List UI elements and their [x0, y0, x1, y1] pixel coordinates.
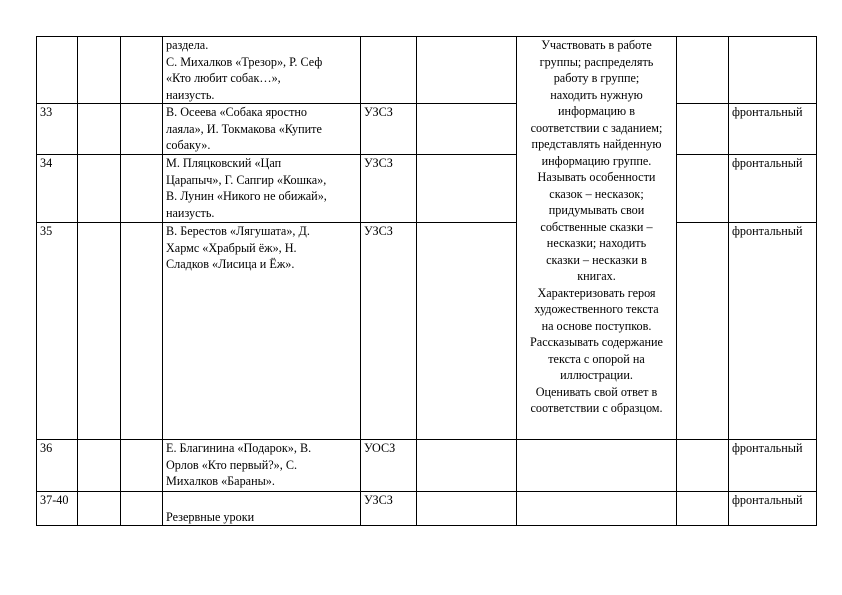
lesson-number-cell: 36 — [37, 440, 78, 492]
topic-line: Сладков «Лисица и Ёж». — [166, 257, 295, 271]
table-row — [37, 155, 817, 223]
lesson-type-cell: УЗСЗ — [361, 223, 417, 440]
skills-line: соответствии с образцом. — [530, 401, 663, 415]
lesson-form-cell: фронтальный — [729, 440, 817, 492]
empty-cell — [417, 155, 517, 223]
skills-line: представлять найденную — [531, 137, 662, 151]
empty-cell — [78, 104, 121, 155]
skills-line: информацию группе. — [541, 153, 652, 168]
skills-line: Называть особенности — [537, 170, 656, 184]
lesson-topic-cell — [163, 155, 361, 223]
table-row — [37, 37, 817, 104]
lesson-topic-cell — [163, 440, 361, 492]
lesson-number-cell: 34 — [37, 155, 78, 223]
learning-activities-cell — [517, 37, 677, 440]
lesson-type-cell: УОСЗ — [361, 440, 417, 492]
lesson-topic-cell — [163, 104, 361, 155]
lesson-number-cell — [37, 37, 78, 104]
table-row — [37, 492, 817, 526]
empty-cell — [517, 440, 677, 492]
skills-line: сказки – несказки в — [546, 252, 647, 267]
empty-cell — [121, 440, 163, 492]
topic-line: Е. Благинина «Подарок», В. — [166, 441, 312, 455]
topic-line: «Кто любит собак…», — [166, 71, 281, 85]
empty-cell — [677, 440, 729, 492]
topic-line: В. Лунин «Никого не обижай», — [166, 189, 327, 203]
skills-line: находить нужную — [550, 87, 643, 102]
lesson-topic-cell — [163, 492, 361, 526]
lesson-topic-cell — [163, 223, 361, 440]
lesson-topic-cell — [163, 37, 361, 104]
skills-line: Участвовать в работе — [541, 38, 652, 52]
topic-line: М. Пляцковский «Цап — [166, 156, 282, 170]
table-row — [37, 440, 817, 492]
topic-line: С. Михалков «Трезор», Р. Сеф — [166, 54, 323, 69]
empty-cell — [121, 492, 163, 526]
empty-cell — [78, 440, 121, 492]
empty-cell — [417, 440, 517, 492]
empty-cell — [677, 37, 729, 104]
skills-line: текста с опорой на — [548, 351, 645, 366]
empty-cell — [517, 492, 677, 526]
empty-cell — [78, 223, 121, 440]
table-row — [37, 223, 817, 440]
skills-line: несказки; находить — [546, 236, 647, 250]
empty-cell — [677, 155, 729, 223]
skills-line: работу в группе; — [553, 71, 640, 85]
skills-line: группы; распределять — [539, 54, 654, 69]
lesson-type-cell: УЗСЗ — [361, 155, 417, 223]
skills-line: на основе поступков. — [541, 318, 652, 333]
lesson-type-cell: УЗСЗ — [361, 492, 417, 526]
skills-line: иллюстрации. — [560, 368, 633, 382]
empty-cell — [417, 37, 517, 104]
empty-cell — [78, 155, 121, 223]
empty-cell — [121, 37, 163, 104]
topic-line: Резервные уроки — [166, 509, 255, 524]
empty-cell — [677, 492, 729, 526]
skills-line: собственные сказки – — [540, 219, 653, 234]
lesson-form-cell — [729, 37, 817, 104]
skills-line: Характеризовать героя — [537, 285, 656, 300]
topic-line: наизусть. — [166, 87, 215, 102]
empty-cell — [417, 492, 517, 526]
lesson-number-cell: 37-40 — [37, 492, 78, 526]
empty-cell — [417, 104, 517, 155]
empty-cell — [121, 104, 163, 155]
lesson-type-cell: УЗСЗ — [361, 104, 417, 155]
skills-line: Рассказывать содержание — [530, 335, 663, 349]
lesson-form-cell: фронтальный — [729, 155, 817, 223]
lesson-number-cell: 33 — [37, 104, 78, 155]
skills-line: соответствии с заданием; — [530, 120, 663, 135]
lesson-form-cell: фронтальный — [729, 492, 817, 526]
skills-line: книгах. — [577, 269, 616, 283]
lesson-number-cell: 35 — [37, 223, 78, 440]
topic-line: В. Берестов «Лягушата», Д. — [166, 224, 310, 238]
skills-line: придумывать свои — [548, 203, 645, 217]
topic-line: В. Осеева «Собака яростно — [166, 105, 308, 119]
lesson-type-cell — [361, 37, 417, 104]
topic-line: Михалков «Бараны». — [166, 474, 275, 488]
topic-line: лаяла», И. Токмакова «Купите — [166, 121, 322, 136]
skills-line: сказок – несказок; — [549, 186, 644, 201]
topic-line: собаку». — [166, 138, 211, 152]
skills-line: художественного текста — [534, 302, 659, 316]
topic-line: наизусть. — [166, 205, 215, 220]
topic-line: Хармс «Храбрый ёж», Н. — [166, 240, 297, 255]
empty-cell — [78, 37, 121, 104]
empty-cell — [78, 492, 121, 526]
lesson-form-cell: фронтальный — [729, 104, 817, 155]
lesson-plan-table — [36, 36, 817, 526]
empty-cell — [121, 155, 163, 223]
topic-line: Орлов «Кто первый?», С. — [166, 457, 298, 472]
skills-line: информацию в — [558, 104, 635, 118]
skills-line: Оценивать свой ответ в — [535, 384, 658, 399]
topic-line: Царапыч», Г. Сапгир «Кошка», — [166, 172, 327, 187]
empty-cell — [417, 223, 517, 440]
empty-cell — [677, 104, 729, 155]
empty-cell — [677, 223, 729, 440]
lesson-form-cell: фронтальный — [729, 223, 817, 440]
topic-line: раздела. — [166, 38, 209, 52]
table-row — [37, 104, 817, 155]
empty-cell — [121, 223, 163, 440]
